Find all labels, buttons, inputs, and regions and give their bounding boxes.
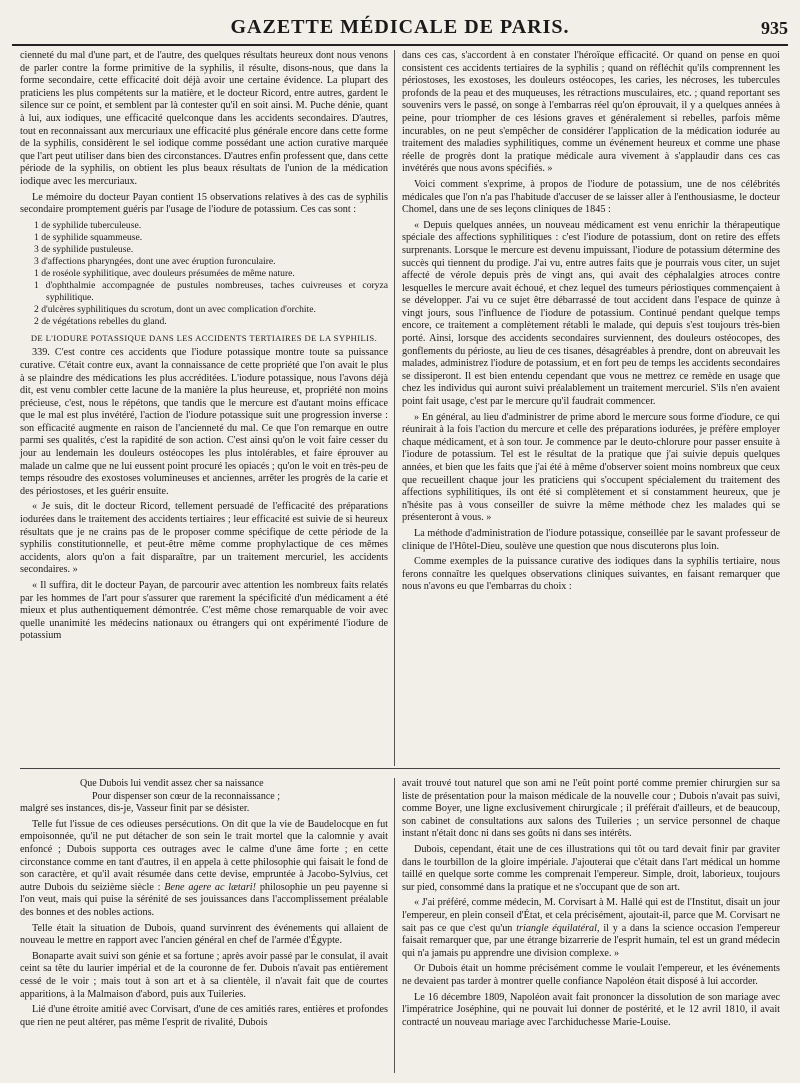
list-item: 2 d'ulcères syphilitiques du scrotum, dont un avec complication d'orchite. (34, 303, 316, 315)
text: « J'ai préféré, comme médecin, M. Corvisart à M. Hallé qui est de l'Institut, disait un jour l'empereur, en plein conseil d'État, et cela précisément, ajoutait-il, parce que M. Corvisart ne sait pas ce que c'est qu'un (402, 897, 780, 934)
paragraph: avait trouvé tout naturel que son ami ne l'eût point porté comme premier chirurgien sur sa liste de présentation pour la maison médicale de la nouvelle cour ; Dubois n'avait pas suivi, comme Boyer, une ligne exclusivement chirurgicale ; il préférait d'ailleurs, et de beaucoup, son cabinet de consultations aux salons des Tuileries ; un service personnel de chaque instant n'était donc ni dans ses goûts ni dans ses intérêts. (402, 778, 780, 840)
list-item: 1 de roséole syphilitique, avec douleurs présumées de même nature. (34, 267, 295, 279)
column-divider-lower (394, 778, 395, 1073)
paragraph: cienneté du mal d'une part, et de l'autre, des quelques résultats heureux dont nous venons de parler contre la forme primitive de la syphilis, il résulte, disons-nous, que dans la forme secondaire, cette efficacité doit déjà avoir une certaine évidence. La plupart des praticiens les plus compétents sur la matière, et le docteur Ricord, entre autres, gardent le silence sur ce point, et semblent par là contester qu'il en soit ainsi. M. Puche dénie, quant à lui, aux iodiques, une efficacité quelconque dans les accidents secondaires. D'autres, tout en reconnaissant aux mercuriaux une efficacité plus générale encore dans cette forme de la syphilis, considèrent le sel iodique comme possédant une action curative marquée que l'art peut utiliser dans bien des circonstances. D'autres enfin professent que, dans cette période de la syphilis, on obtient les plus beaux résultats de l'union de la médication iodique avec les mercuriaux. (20, 50, 388, 187)
verse-line: Que Dubois lui vendit assez cher sa naissance (80, 778, 264, 789)
column-divider (394, 50, 395, 766)
paragraph: Telle était la situation de Dubois, quand survinrent des événements qui allaient de nouveau le mettre en rapport avec l'ancien général en chef de l'armée d'Égypte. (20, 922, 388, 947)
paragraph: » En général, au lieu d'administrer de prime abord le mercure sous forme d'iodure, ce qui réunirait à la fois l'action du mercure et celle des préparations iodurées, je préfère employer chaque médicament, et à son tour. Je commence par le deuto-chlorure pour passer ensuite à l'iodure de potassium. Tel est le résultat de la pratique que j'ai suivie depuis quelques années, et bien que les faits que j'ai été à même d'observer soient moins nombreux que ceux que recueillent chaque jour les praticiens qui s'occupent spécialement du traitement des affections syphilitiques, ils ont été si complètement et si constamment heureux, que je n'hésite pas à vous conseiller de suivre la même méthode chez les malades qui se présenteront à vous. » (402, 411, 780, 524)
motto: Bene agere ac lætari! (164, 881, 257, 893)
verse-line: Pour dispenser son cœur de la reconnaissance ; (92, 790, 280, 802)
paragraph: « Je suis, dit le docteur Ricord, tellement persuadé de l'efficacité des préparations iodurées dans le traitement des accidents tertiaires ; leur efficacité est suivie de si heureux résultats que je ne crains pas de le proposer comme spécifique de cette période de la syphilis constitutionnelle, et peut-être même comme prophylactique de ces mêmes accidents, alors qu'on a fait disparaître, par un traitement mercuriel, les accidents secondaires. » (20, 501, 388, 576)
paragraph: Voici comment s'exprime, à propos de l'iodure de potassium, une de nos célébrités médicales que l'on n'a pas l'habitude d'accuser de se laisser aller à l'enthousiasme, le docteur Chomel, dans une de ses leçons cliniques de 1845 : (402, 178, 780, 216)
list-item: 1 de syphilide squammeuse. (34, 231, 143, 243)
section-subheading: DE L'IODURE POTASSIQUE DANS LES ACCIDENTS TERTIAIRES DE LA SYPHILIS. (30, 332, 378, 343)
page-number: 935 (761, 18, 788, 38)
column-left-lower (20, 778, 388, 1032)
paragraph: Le mémoire du docteur Payan contient 15 observations relatives à des cas de syphilis secondaire promptement guéris par l'usage de l'iodure de potassium. Ces cas sont : (20, 191, 388, 216)
masthead (12, 12, 788, 46)
list-item: 3 de syphilide pustuleuse. (34, 243, 134, 255)
page-title: GAZETTE MÉDICALE DE PARIS. (230, 16, 570, 38)
list-item: 1 de syphilide tuberculeuse. (34, 219, 142, 231)
paragraph: Le 16 décembre 1809, Napoléon avait fait prononcer la dissolution de son mariage avec l'impératrice Joséphine, qui ne pouvait lui donner de postérité, et le 12 avril 1810, il avait contracté un nouveau mariage avec l'archiduchesse Marie-Louise. (402, 991, 780, 1028)
paragraph: La méthode d'administration de l'iodure potassique, conseillée par le savant professeur de clinique de l'Hôtel-Dieu, soulève une question que nous discuterons plus loin. (402, 527, 780, 552)
list-item: 1 d'ophthalmie accompagnée de pustules nombreuses, taches cuivreuses et coryza syphilitique. (34, 279, 388, 303)
paragraph: 339. C'est contre ces accidents que l'iodure potassique montre toute sa puissance curative. C'était contre eux, avant la connaissance de cette propriété que l'on avait le plus à se plaindre des médications les plus accréditées. L'iodure potassique, nous l'avons déjà dit, est venu combler cette lacune de la manière la plus heureuse, et, propriété non moins précieuse, c'est, nous le répétons, que tandis que le mercure est d'autant moins efficace que le mal est plus invétéré, l'action de l'iodure potassique suit une progression inverse : son efficacité augmente en raison de l'ancienneté du mal. Ce que l'on remarque en outre parmi ses qualités, c'est la rapidité de son action. C'est ainsi qu'on le voit faire cesser du jour au lendemain les douleurs ostéocopes les plus intolérables, et faire éprouver au malade un calme que ne lui eussent point procuré les opiacés ; qu'on le voit en très-peu de temps résoudre des exostoses volumineuses et anciennes, arrêter les progrès de la carie et des périostoses, et les guérir ensuite. (20, 347, 388, 497)
list-item: 3 d'affections pharyngées, dont une avec éruption furonculaire. (34, 255, 276, 267)
paragraph (20, 819, 388, 920)
section-divider (20, 768, 780, 769)
paragraph: « Il suffira, dit le docteur Payan, de parcourir avec attention les nombreux faits relatés par les hommes de l'art pour s'assurer que rarement la spécificité d'un médicament a été mieux et plus authentiquement démontrée. C'est même chose remarquable de voir avec quelle unanimité les médecins nationaux ou étrangers qui ont expérimenté l'iodure de potassium (20, 580, 388, 642)
list-item: 2 de végétations rebelles du gland. (34, 315, 167, 327)
emphasis: triangle équilatéral (516, 922, 597, 934)
paragraph: Lié d'une étroite amitié avec Corvisart, d'une de ces amitiés rares, entières et profondes que rien ne peut altérer, pas même l'esprit de rivalité, Dubois (20, 1004, 388, 1028)
text: Telle fut l'issue de ces odieuses persécutions. On dit que la vie de Baudelocque en fut empoisonnée, qu'il ne put détacher de son sein le trait mortel que la calomnie y avait enfoncé ; Dubois supporta ces outrages avec le calme d'une âme forte ; en cette circonstance comme en tant d'autres, il en appela à cette philosophie qui faisait le fond de son caractère, et qu'il avait résumée dans cette devise, empruntée à Jacobo-Sylvius, cet autre Dubois du seizième siècle : (20, 818, 388, 893)
paragraph: Bonaparte avait suivi son génie et sa fortune ; après avoir passé par le consulat, il avait ceint sa tête du laurier impérial et de la couronne de fer. Dubois n'avait pas entièrement cessé de le voir ; mais tout à son art et à sa clientèle, il n'avait fait que de courtes apparitions, à la Malmaison d'abord, puis aux Tuileries. (20, 950, 388, 1000)
paragraph: dans ces cas, s'accordent à en constater l'héroïque efficacité. Or quand on pense en quoi consistent ces accidents tertiaires de la syphilis ; quand on réfléchit qu'ils comprennent les périostoses, les exostoses, les douleurs ostéocopes, les caries, les nécroses, les tubercules profonds de la peau et des muqueuses, les rétractions musculaires, etc. ; quand reportant ses souvenirs vers le passé, on songe à l'embarras réel qu'on éprouvait, il y a quelques années à peine, pour triompher de ces lésions graves et généralement si rebelles, parfois même incurables, on ne peut s'empêcher de considérer l'application de la médication iodurée au traitement des maladies syphilitiques, comme un événement heureux et comme une phase réelle de progrès dont la pratique médicale aura vivement à s'applaudir dans ces cas invétérés que nous avons spécifiés. » (402, 50, 780, 175)
paragraph: « Depuis quelques années, un nouveau médicament est venu enrichir la thérapeutique spéciale des affections syphilitiques : c'est l'iodure de potassium, dont on retire des effets surprenants. Lorsque le mercure est devenu impuissant, l'iodure de potassium détermine des succès qui tiennent du prodige. J'ai vu, entre autres faits que je pourrais vous citer, un sujet affecté de vérole depuis près de vingt ans, qui avait des céphalalgies atroces contre lesquelles le mercure avait échoué, et chez lequel des tumeurs périostiques commençaient à se développer. J'ai vu ce sujet être débarrassé de tout accident dans l'espace de quinze à vingt jours, sous l'influence de l'iodure de potassium. Continué pendant quelque temps encore, ce traitement a complètement rétabli le malade, qui depuis s'est toujours très-bien porté. Ainsi, lorsque des accidents secondaires surviennent, des douleurs ostéocopes, des gonflements du périoste, au lieu de ces tisanes, désagréables à prendre, dont on abreuvait les malades, administrez l'iodure de potassium, et en fort peu de temps les accidents secondaires se dissiperont. Il est bien entendu cependant que vous ne mettrez ce remède en usage que chez les individus qui auront suivi préalablement un traitement mercuriel. S'ils n'en avaient point fait usage, c'est par le mercure qu'il faudrait commencer. (402, 219, 780, 408)
column-left-upper (20, 50, 388, 646)
case-list (20, 220, 388, 328)
paragraph: malgré ses instances, dis-je, Vasseur finit par se désister. (20, 803, 250, 815)
text: philosophie un peu payenne si l'on veut, mais qui puise la sérénité de ses jouissances dans l'accomplissement préalable des bonnes et des nobles actions. (20, 881, 389, 918)
text: , il y a dans la science occasion l'empereur faisait remarquer que, par une étrange bizarrerie de l'esprit humain, tel est un grand médecin qui n'a jamais pu apprendre une division complexe. » (402, 922, 781, 959)
paragraph: Dubois, cependant, était une de ces illustrations qui tôt ou tard devait finir par graviter dans le tourbillon de la gloire impériale. J'ajouterai que c'était dans l'art médical un homme taillé en quelque sorte comme les comprenait l'empereur. Simple, droit, laborieux, toujours sur pied, consommé dans la pratique et ne s'occupant que de son art. (402, 843, 780, 893)
paragraph (402, 897, 780, 960)
column-right-lower (402, 778, 780, 1032)
column-right-upper (402, 50, 780, 597)
paragraph: Or Dubois était un homme précisément comme le voulait l'empereur, et les événements ne devaient pas tarder à montrer quelle confiance Napoléon était disposé à lui accorder. (402, 963, 780, 987)
paragraph: Comme exemples de la puissance curative des iodiques dans la syphilis tertiaire, nous ferons connaître les quelques observations cliniques suivantes, en faisant remarquer que nous n'avons eu que l'embarras du choix : (402, 556, 780, 593)
